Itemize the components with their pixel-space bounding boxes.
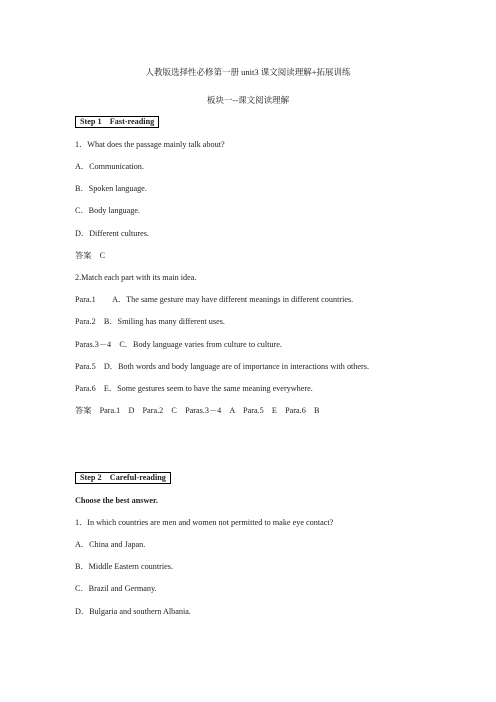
match-item-para5: Para.5 D．Both words and body language are of importance in interactions with others. [75, 362, 369, 371]
step1-q1-option-d: D．Different cultures. [75, 229, 149, 238]
step2-q1-option-a: A．China and Japan. [75, 540, 146, 549]
step2-question-1: 1．In which countries are men and women not permitted to make eye contact? [75, 518, 334, 527]
step1-question-2: 2.Match each part with its main idea. [75, 273, 197, 282]
step2-q1-option-c: C．Brazil and Germany. [75, 584, 157, 593]
step1-heading-box: Step 1 Fast-reading [75, 116, 159, 128]
match-item-paras3-4: Paras.3－4 C．Body language varies from culture to culture. [75, 340, 282, 349]
step1-q1-option-b: B．Spoken language. [75, 184, 147, 193]
step2-q1-option-b: B．Middle Eastern countries. [75, 562, 174, 571]
match-item-para6: Para.6 E．Some gestures seem to have the same meaning everywhere. [75, 384, 313, 393]
step1-question-1: 1．What does the passage mainly talk about? [75, 140, 225, 149]
step1-q1-option-a: A．Communication. [75, 162, 144, 171]
step1-q2-answer: 答案 Para.1 D Para.2 C Paras.3－4 A Para.5 E Para.6 B [75, 406, 320, 415]
match-item-para1: Para.1 A．The same gesture may have different meanings in different countries. [75, 295, 354, 304]
step2-heading-box: Step 2 Careful-reading [75, 472, 171, 484]
document-title: 人教版选择性必修第一册 unit3 课文阅读理解+拓展训练 [145, 67, 351, 77]
match-item-para2: Para.2 B．Smiling has many different uses. [75, 317, 225, 326]
step2-q1-option-d: D．Bulgaria and southern Albania. [75, 607, 191, 616]
step1-q1-answer: 答案 C [75, 251, 106, 260]
step1-q1-option-c: C．Body language. [75, 206, 141, 215]
step2-instruction: Choose the best answer. [75, 496, 158, 505]
section-subtitle: 板块一--课文阅读理解 [206, 95, 290, 105]
